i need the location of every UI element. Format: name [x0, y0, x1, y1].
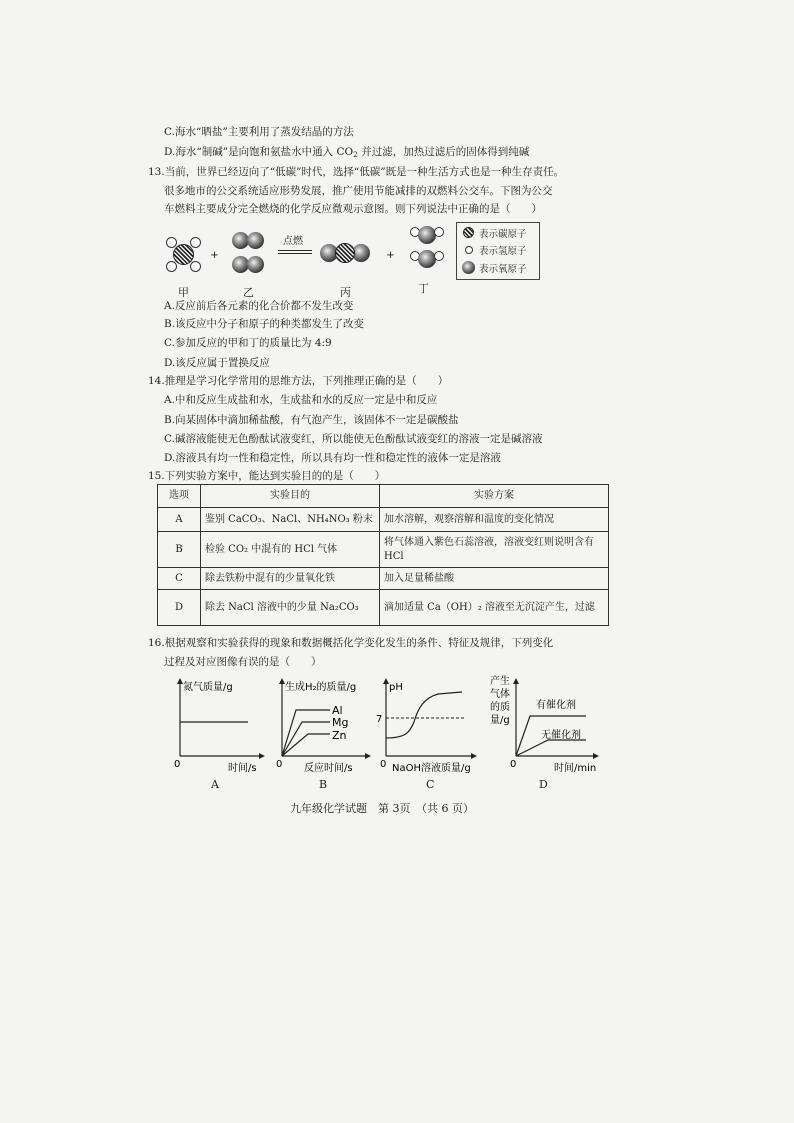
x-axis-label: 时间/s [228, 763, 257, 774]
cell-option: B [158, 532, 201, 568]
q14-option-a: A.中和反应生成盐和水，生成盐和水的反应一定是中和反应 [164, 394, 438, 406]
caption-jia: 甲 [178, 286, 189, 299]
y-axis-label: pH [389, 682, 403, 693]
table-row [158, 568, 609, 590]
series-mg-label: Mg [332, 716, 349, 729]
graph-b-caption: B [319, 778, 328, 791]
graph-c-caption: C [426, 778, 435, 791]
series-al-label: Al [332, 704, 343, 717]
caption-yi: 乙 [243, 286, 254, 299]
y-axis-arrow [513, 678, 519, 684]
experiment-table [157, 484, 609, 626]
graph-d [488, 672, 618, 776]
q14-option-d: D.溶液具有均一性和稳定性，所以具有均一性和稳定性的液体一定是溶液 [164, 452, 501, 464]
carbon-atom [335, 243, 355, 263]
q13-stem-line3: 车燃料主要成分完全燃烧的化学反应微观示意图。则下列说法中正确的是（ ） [164, 203, 542, 215]
cell-goal: 鉴别 CaCO₃、NaCl、NH₄NO₃ 粉末 [201, 508, 380, 532]
x-axis-arrow [593, 753, 599, 759]
carbon-atom [173, 244, 194, 265]
header-option: 选项 [158, 485, 201, 508]
cell-goal: 除去 NaCl 溶液中的少量 Na₂CO₃ [201, 590, 380, 626]
plus-sign: + [210, 249, 219, 261]
x-axis-arrow [259, 753, 265, 759]
y-axis-label-line2: 气体 [490, 689, 510, 700]
origin-label: 0 [380, 759, 387, 770]
cell-plan: 加水溶解，观察溶解和温度的变化情况 [380, 508, 609, 532]
molecule-bing [320, 243, 372, 263]
graph-a [170, 676, 270, 776]
hydrogen-atom [434, 251, 444, 261]
reaction-arrow-line [278, 253, 312, 254]
series-al-line [282, 710, 330, 756]
x-axis-arrow [471, 753, 477, 759]
series-without-catalyst-line [516, 740, 586, 756]
y-axis-label: 生成H₂的质量/g [285, 682, 357, 693]
legend-oxygen: 表示氧原子 [479, 264, 527, 275]
molecule-yi [232, 232, 268, 282]
hydrogen-atom [166, 261, 177, 272]
q12-option-d: D.海水“制碱”是向饱和氨盐水中通入 $CO_2$ 并过滤，加热过滤后的固体得到纯碱 [164, 146, 530, 159]
cell-plan: 将气体通入紫色石蕊溶液，溶液变红则说明含有 HCl [380, 532, 609, 568]
hydrogen-atom [190, 261, 201, 272]
q15-stem: 15.下列实验方案中，能达到实验目的的是（ ） [148, 470, 386, 482]
oxygen-atom [247, 256, 264, 273]
cell-plan: 滴加适量 Ca（OH）₂ 溶液至无沉淀产生，过滤 [380, 590, 609, 626]
series-zn-line [282, 734, 330, 756]
atom-legend [456, 222, 540, 280]
q13-option-d: D.该反应属于置换反应 [164, 357, 270, 369]
origin-label: 0 [174, 759, 181, 770]
header-goal: 实验目的 [201, 485, 380, 508]
q13-stem-line1: 13.当前，世界已经迈向了“低碳”时代，选择“低碳”既是一种生活方式也是一种生存责任。 [148, 166, 565, 178]
ph-7-label: 7 [376, 714, 383, 725]
molecule-ding [408, 224, 444, 272]
y-axis-label-line1: 产生 [490, 676, 510, 687]
y-axis-label: 氮气质量/g [183, 682, 233, 693]
plus-sign: + [386, 249, 395, 261]
origin-label: 0 [276, 759, 283, 770]
caption-bing: 丙 [340, 286, 351, 299]
carbon-atom-legend-icon [463, 227, 474, 238]
oxygen-atom [247, 232, 264, 249]
reaction-condition: 点燃 [283, 236, 303, 247]
q12-option-c: C.海水“晒盐”主要利用了蒸发结晶的方法 [164, 126, 354, 138]
graph-d-caption: D [539, 778, 548, 791]
caption-ding: 丁 [418, 282, 429, 295]
series-with-catalyst-label: 有催化剂 [536, 700, 576, 711]
q12-option-d-part1: D.海水“制碱”是向饱和氨盐水中通入 CO [164, 146, 354, 158]
series-without-catalyst-label: 无催化剂 [541, 730, 581, 741]
cell-plan: 加入足量稀盐酸 [380, 568, 609, 590]
table-row [158, 508, 609, 532]
oxygen-atom-legend-icon [462, 261, 475, 274]
x-axis-label: NaOH溶液质量/g [392, 763, 471, 774]
header-plan: 实验方案 [380, 485, 609, 508]
table-row [158, 590, 609, 626]
q13-stem-line2: 很多地市的公交系统适应形势发展，推广使用节能减排的双燃料公交车。下图为公交 [164, 185, 553, 197]
x-axis-arrow [365, 753, 371, 759]
q14-option-c: C.碱溶液能使无色酚酞试液变红，所以能使无色酚酞试液变红的溶液一定是碱溶液 [164, 433, 543, 445]
page-footer: 九年级化学试题 第 3页 （共 6 页） [290, 802, 474, 815]
cell-goal: 检验 CO₂ 中混有的 HCl 气体 [201, 532, 380, 568]
oxygen-atom [418, 226, 436, 244]
graph-a-caption: A [211, 778, 219, 791]
q12-option-d-part2: 并过滤，加热过滤后的固体得到纯碱 [361, 146, 530, 158]
hydrogen-atom-legend-icon [465, 246, 473, 254]
cell-goal: 除去铁粉中混有的少量氧化铁 [201, 568, 380, 590]
graph-c [376, 676, 484, 776]
hydrogen-atom [190, 237, 201, 248]
ph-curve [386, 692, 462, 738]
cell-option: A [158, 508, 201, 532]
x-axis-label: 时间/min [554, 763, 597, 774]
q16-stem-line1: 16.根据观察和实验获得的现象和数据概括化学变化发生的条件、特征及规律，下列变化 [148, 637, 554, 649]
q16-stem-line2: 过程及对应图像有误的是（ ） [164, 656, 322, 668]
cell-option: C [158, 568, 201, 590]
series-mg-line [282, 722, 330, 756]
q14-stem: 14.推理是学习化学常用的思维方法，下列推理正确的是（ ） [148, 375, 449, 387]
graph-b [272, 676, 383, 776]
x-axis-label: 反应时间/s [304, 763, 353, 774]
legend-carbon: 表示碳原子 [479, 229, 527, 240]
reaction-arrow-line [278, 250, 312, 251]
molecule-jia [166, 237, 202, 273]
table-header-row [158, 485, 609, 508]
cell-option: D [158, 590, 201, 626]
y-axis-label-line4: 量/g [490, 715, 510, 726]
q14-option-b: B.向某固体中滴加稀盐酸，有气泡产生，该固体不一定是碳酸盐 [164, 414, 459, 426]
series-zn-label: Zn [332, 729, 347, 742]
hydrogen-atom [434, 227, 444, 237]
q13-option-c: C.参加反应的甲和丁的质量比为 4:9 [164, 337, 332, 349]
oxygen-atom [418, 250, 436, 268]
legend-hydrogen: 表示氢原子 [479, 246, 527, 257]
origin-label: 0 [510, 759, 517, 770]
q13-option-a: A.反应前后各元素的化合价都不发生改变 [164, 300, 354, 312]
q13-option-b: B.该反应中分子和原子的种类都发生了改变 [164, 318, 365, 330]
table-row [158, 532, 609, 568]
y-axis-label-line3: 的质 [490, 702, 510, 713]
